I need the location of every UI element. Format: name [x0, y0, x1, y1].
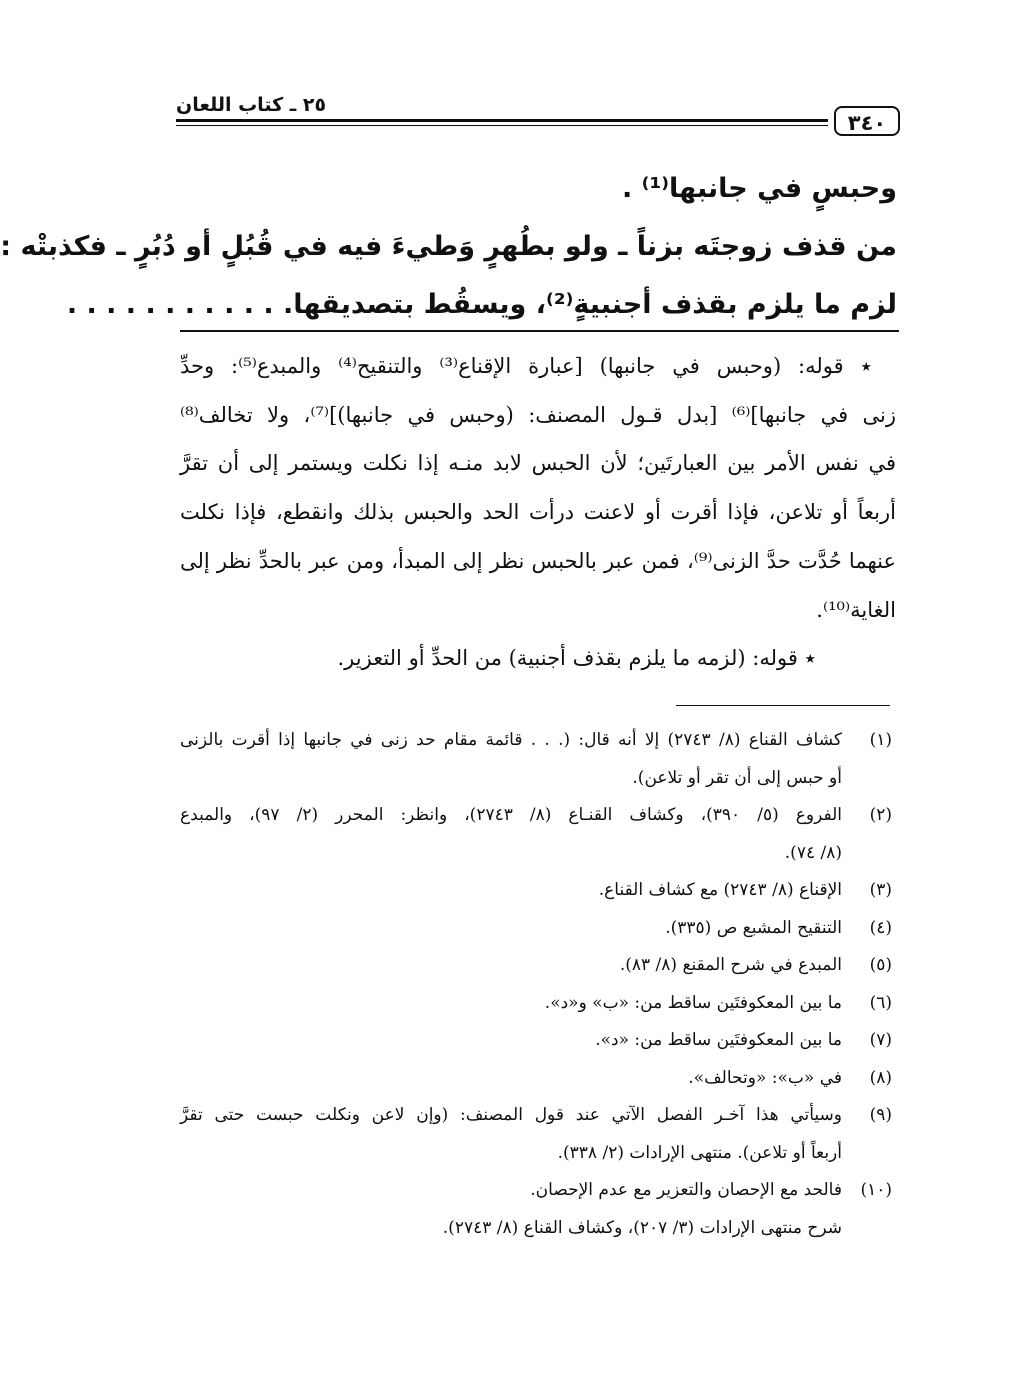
footnote-text: ما بين المعكوفتَين ساقط من: «ب» و«د». — [544, 992, 842, 1013]
footnote-text: أو حبس إلى أن تقر أو تلاعن). — [632, 767, 842, 788]
footnote-text: كشاف القناع (٨/ ٢٧٤٣) إلا أنه قال: (. . . قائمة مقام حد زنى في جانبها إذا أقرت بالزنى — [180, 730, 842, 750]
main-text-line: وحبسٍ في جانبها⁽¹⁾ . — [622, 173, 897, 204]
commentary-line: ٭ قوله: (لزمه ما يلزم بقذف أجنبية) من الحدِّ أو التعزير. — [337, 646, 816, 671]
footnote — [180, 797, 892, 872]
page-header — [176, 94, 900, 138]
footnote-number: (٩) — [869, 1105, 892, 1125]
footnote-text: الفروع (٥/ ٣٩٠)، وكشاف القنـاع (٨/ ٢٧٤٣)، وانظر: المحرر (٢/ ٩٧)، والمبدع — [180, 805, 843, 825]
footnote-separator — [676, 705, 890, 706]
header-rule-thin — [176, 125, 828, 126]
footnote-number: (٧) — [869, 1030, 892, 1050]
page-number-box: ٣٤٠ — [834, 106, 900, 136]
main-text-divider — [180, 330, 899, 332]
footnote — [180, 1172, 892, 1247]
footnote-number: (٦) — [869, 992, 892, 1013]
footnote-number: (١٠) — [860, 1180, 892, 1200]
footnote — [180, 947, 892, 985]
footnote-text: التنقيح المشبع ص (٣٣٥). — [665, 917, 842, 938]
footnote-text: المبدع في شرح المقنع (٨/ ٨٣). — [619, 955, 842, 975]
footnote — [180, 1097, 892, 1172]
footnote-number: (٨) — [869, 1067, 892, 1088]
running-title: ٢٥ ـ كتاب اللعان — [176, 94, 327, 116]
footnote-text: وسيأتي هذا آخـر الفصل الآتي عند قول المصنف: (وإن لاعن ونكلت حبست حتى تقرَّ — [180, 1105, 842, 1125]
footnote-number: (٢) — [869, 805, 892, 825]
footnote-text: ما بين المعكوفتَين ساقط من: «د». — [595, 1030, 842, 1050]
commentary — [180, 342, 896, 683]
main-text — [0, 160, 897, 334]
footnote-text: فالحد مع الإحصان والتعزير مع عدم الإحصان. — [530, 1180, 842, 1200]
commentary-line: ٭ قوله: (وحبس في جانبها) [عبارة الإقناع⁽³⁾ والتنقيح⁽⁴⁾ والمبدع⁽⁵⁾: وحدِّ — [180, 354, 872, 378]
footnote — [180, 985, 892, 1023]
commentary-line: زنى في جانبها]⁽⁶⁾ [بدل قـول المصنف: (وحبس في جانبها)]⁽⁷⁾، ولا تخالف⁽⁸⁾ — [180, 402, 897, 427]
footnote-text: في «ب»: «وتحالف». — [688, 1067, 842, 1088]
commentary-line: أربعاً أو تلاعن، فإذا أقرت أو لاعنت درأت الحد والحبس بذلك وانقطع، فإذا نكلت — [180, 500, 896, 525]
footnotes — [180, 722, 892, 1247]
footnote — [180, 910, 892, 948]
commentary-line: عنهما حُدَّت حدَّ الزنى⁽⁹⁾، فمن عبر بالحبس نظر إلى المبدأ، ومن عبر بالحدِّ نظر إلى — [180, 548, 897, 573]
footnote-text: شرح منتهى الإرادات (٣/ ٢٠٧)، وكشاف القناع (٨/ ٢٧٤٣). — [442, 1217, 842, 1238]
footnote-text: الإقناع (٨/ ٢٧٤٣) مع كشاف القناع. — [598, 880, 842, 900]
footnote-number: (٤) — [869, 917, 892, 938]
commentary-line: في نفس الأمر بين العبارتَين؛ لأن الحبس لابد منـه إذا نكلت ويستمر إلى أن تقرَّ — [180, 451, 896, 476]
main-text-line: من قذف زوجتَه بزناً ـ ولو بطُهرٍ وَطيءَ فيه في قُبُلٍ أو دُبُرٍ ـ فكذبتْه : — [0, 231, 897, 262]
footnote-text: (٨/ ٧٤). — [784, 842, 842, 863]
footnote-text: أربعاً أو تلاعن). منتهى الإرادات (٢/ ٣٣٨). — [557, 1142, 842, 1163]
footnote — [180, 1060, 892, 1098]
footnote-number: (٥) — [869, 955, 892, 975]
main-text-line: لزم ما يلزم بقذف أجنبيةٍ⁽²⁾، ويسقُط بتصديقها. . . . . . . . . . . . — [66, 289, 897, 320]
footnote-number: (١) — [869, 730, 892, 750]
footnote — [180, 722, 892, 797]
footnote — [180, 872, 892, 910]
footnote-number: (٣) — [869, 880, 892, 900]
footnote — [180, 1022, 892, 1060]
commentary-line: الغاية⁽¹⁰⁾. — [816, 597, 896, 622]
header-rule-thick — [176, 119, 828, 122]
